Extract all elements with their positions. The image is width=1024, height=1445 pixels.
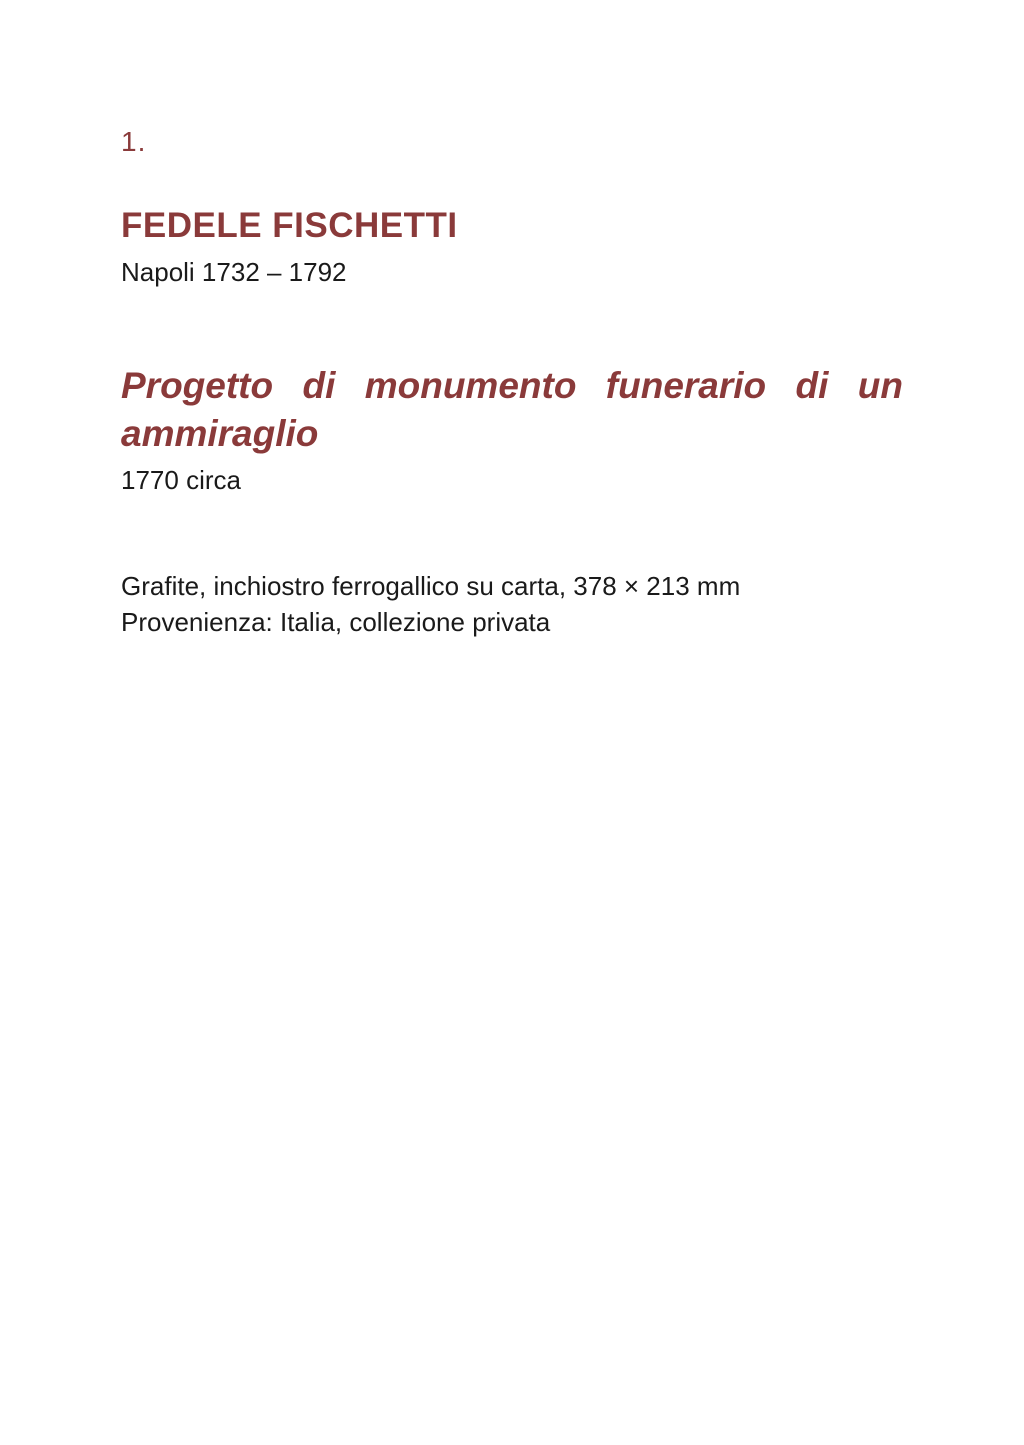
work-details xyxy=(121,568,740,640)
artist-name: FEDELE FISCHETTI xyxy=(121,206,458,245)
work-date: 1770 circa xyxy=(121,465,241,495)
work-title: Progetto di monumento funerario di un ammiraglio xyxy=(121,365,903,454)
provenance: Provenienza: Italia, collezione privata xyxy=(121,607,551,637)
medium-and-dimensions: Grafite, inchiostro ferrogallico su carta, 378 × 213 mm xyxy=(121,571,741,601)
entry-number: 1. xyxy=(121,126,147,157)
artist-dates: Napoli 1732 – 1792 xyxy=(121,257,347,287)
